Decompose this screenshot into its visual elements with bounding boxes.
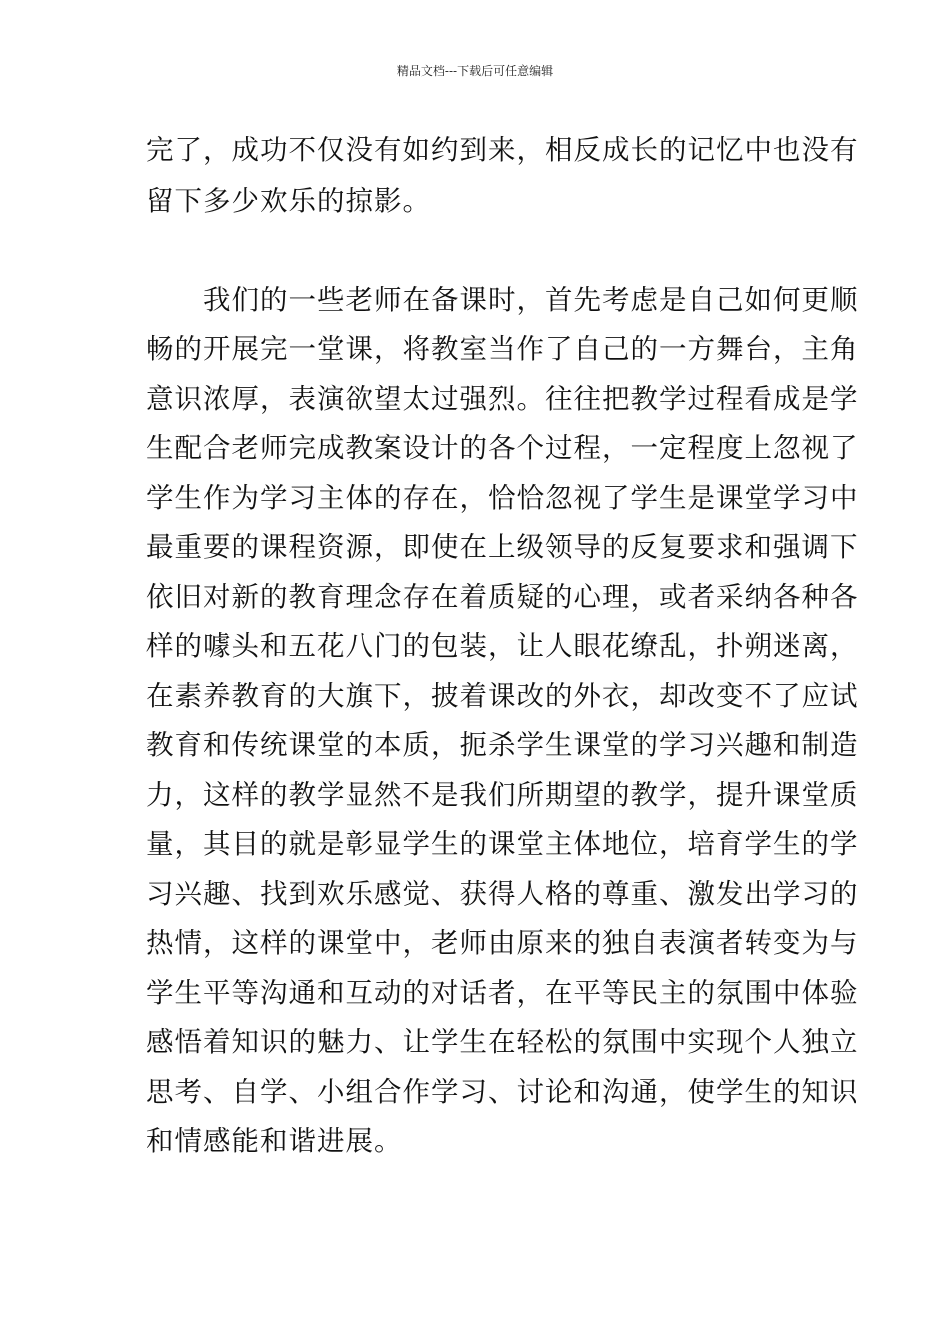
text-line: 量，其目的就是彰显学生的课堂主体地位，培育学生的学 (146, 828, 859, 860)
text-line: 习兴趣、找到欢乐感觉、获得人格的尊重、激发出学习的 (146, 878, 859, 910)
text-line: 生配合老师完成教案设计的各个过程，一定程度上忽视了 (146, 432, 859, 464)
text-line: 畅的开展完一堂课，将教室当作了自己的一方舞台，主角 (146, 333, 859, 365)
text-line: 我们的一些老师在备课时，首先考虑是自己如何更顺 (146, 284, 859, 316)
text-line: 思考、自学、小组合作学习、讨论和沟通，使学生的知识 (146, 1076, 859, 1108)
text-line: 教育和传统课堂的本质，扼杀学生课堂的学习兴趣和制造 (146, 729, 859, 761)
text-line: 感悟着知识的魅力、让学生在轻松的氛围中实现个人独立 (146, 1026, 859, 1058)
text-line: 学生作为学习主体的存在，恰恰忽视了学生是课堂学习中 (146, 482, 859, 514)
text-line: 留下多少欢乐的掠影。 (146, 185, 431, 217)
text-line: 完了，成功不仅没有如约到来，相反成长的记忆中也没有 (146, 134, 859, 166)
text-line: 热情，这样的课堂中，老师由原来的独自表演者转变为与 (146, 927, 859, 959)
text-line: 学生平等沟通和互动的对话者，在平等民主的氛围中体验 (146, 977, 859, 1009)
text-line: 在素养教育的大旗下，披着课改的外衣，却改变不了应试 (146, 680, 859, 712)
text-line: 意识浓厚，表演欲望太过强烈。往往把教学过程看成是学 (146, 383, 859, 415)
text-line: 和情感能和谐进展。 (146, 1125, 403, 1157)
text-line: 最重要的课程资源，即使在上级领导的反复要求和强调下 (146, 531, 859, 563)
page-header: 精品文档---下载后可任意编辑 (396, 64, 554, 78)
text-line: 依旧对新的教育理念存在着质疑的心理，或者采纳各种各 (146, 581, 859, 613)
text-line: 力，这样的教学显然不是我们所期望的教学，提升课堂质 (146, 779, 859, 811)
text-line: 样的噱头和五花八门的包装，让人眼花缭乱，扑朔迷离， (146, 630, 859, 662)
